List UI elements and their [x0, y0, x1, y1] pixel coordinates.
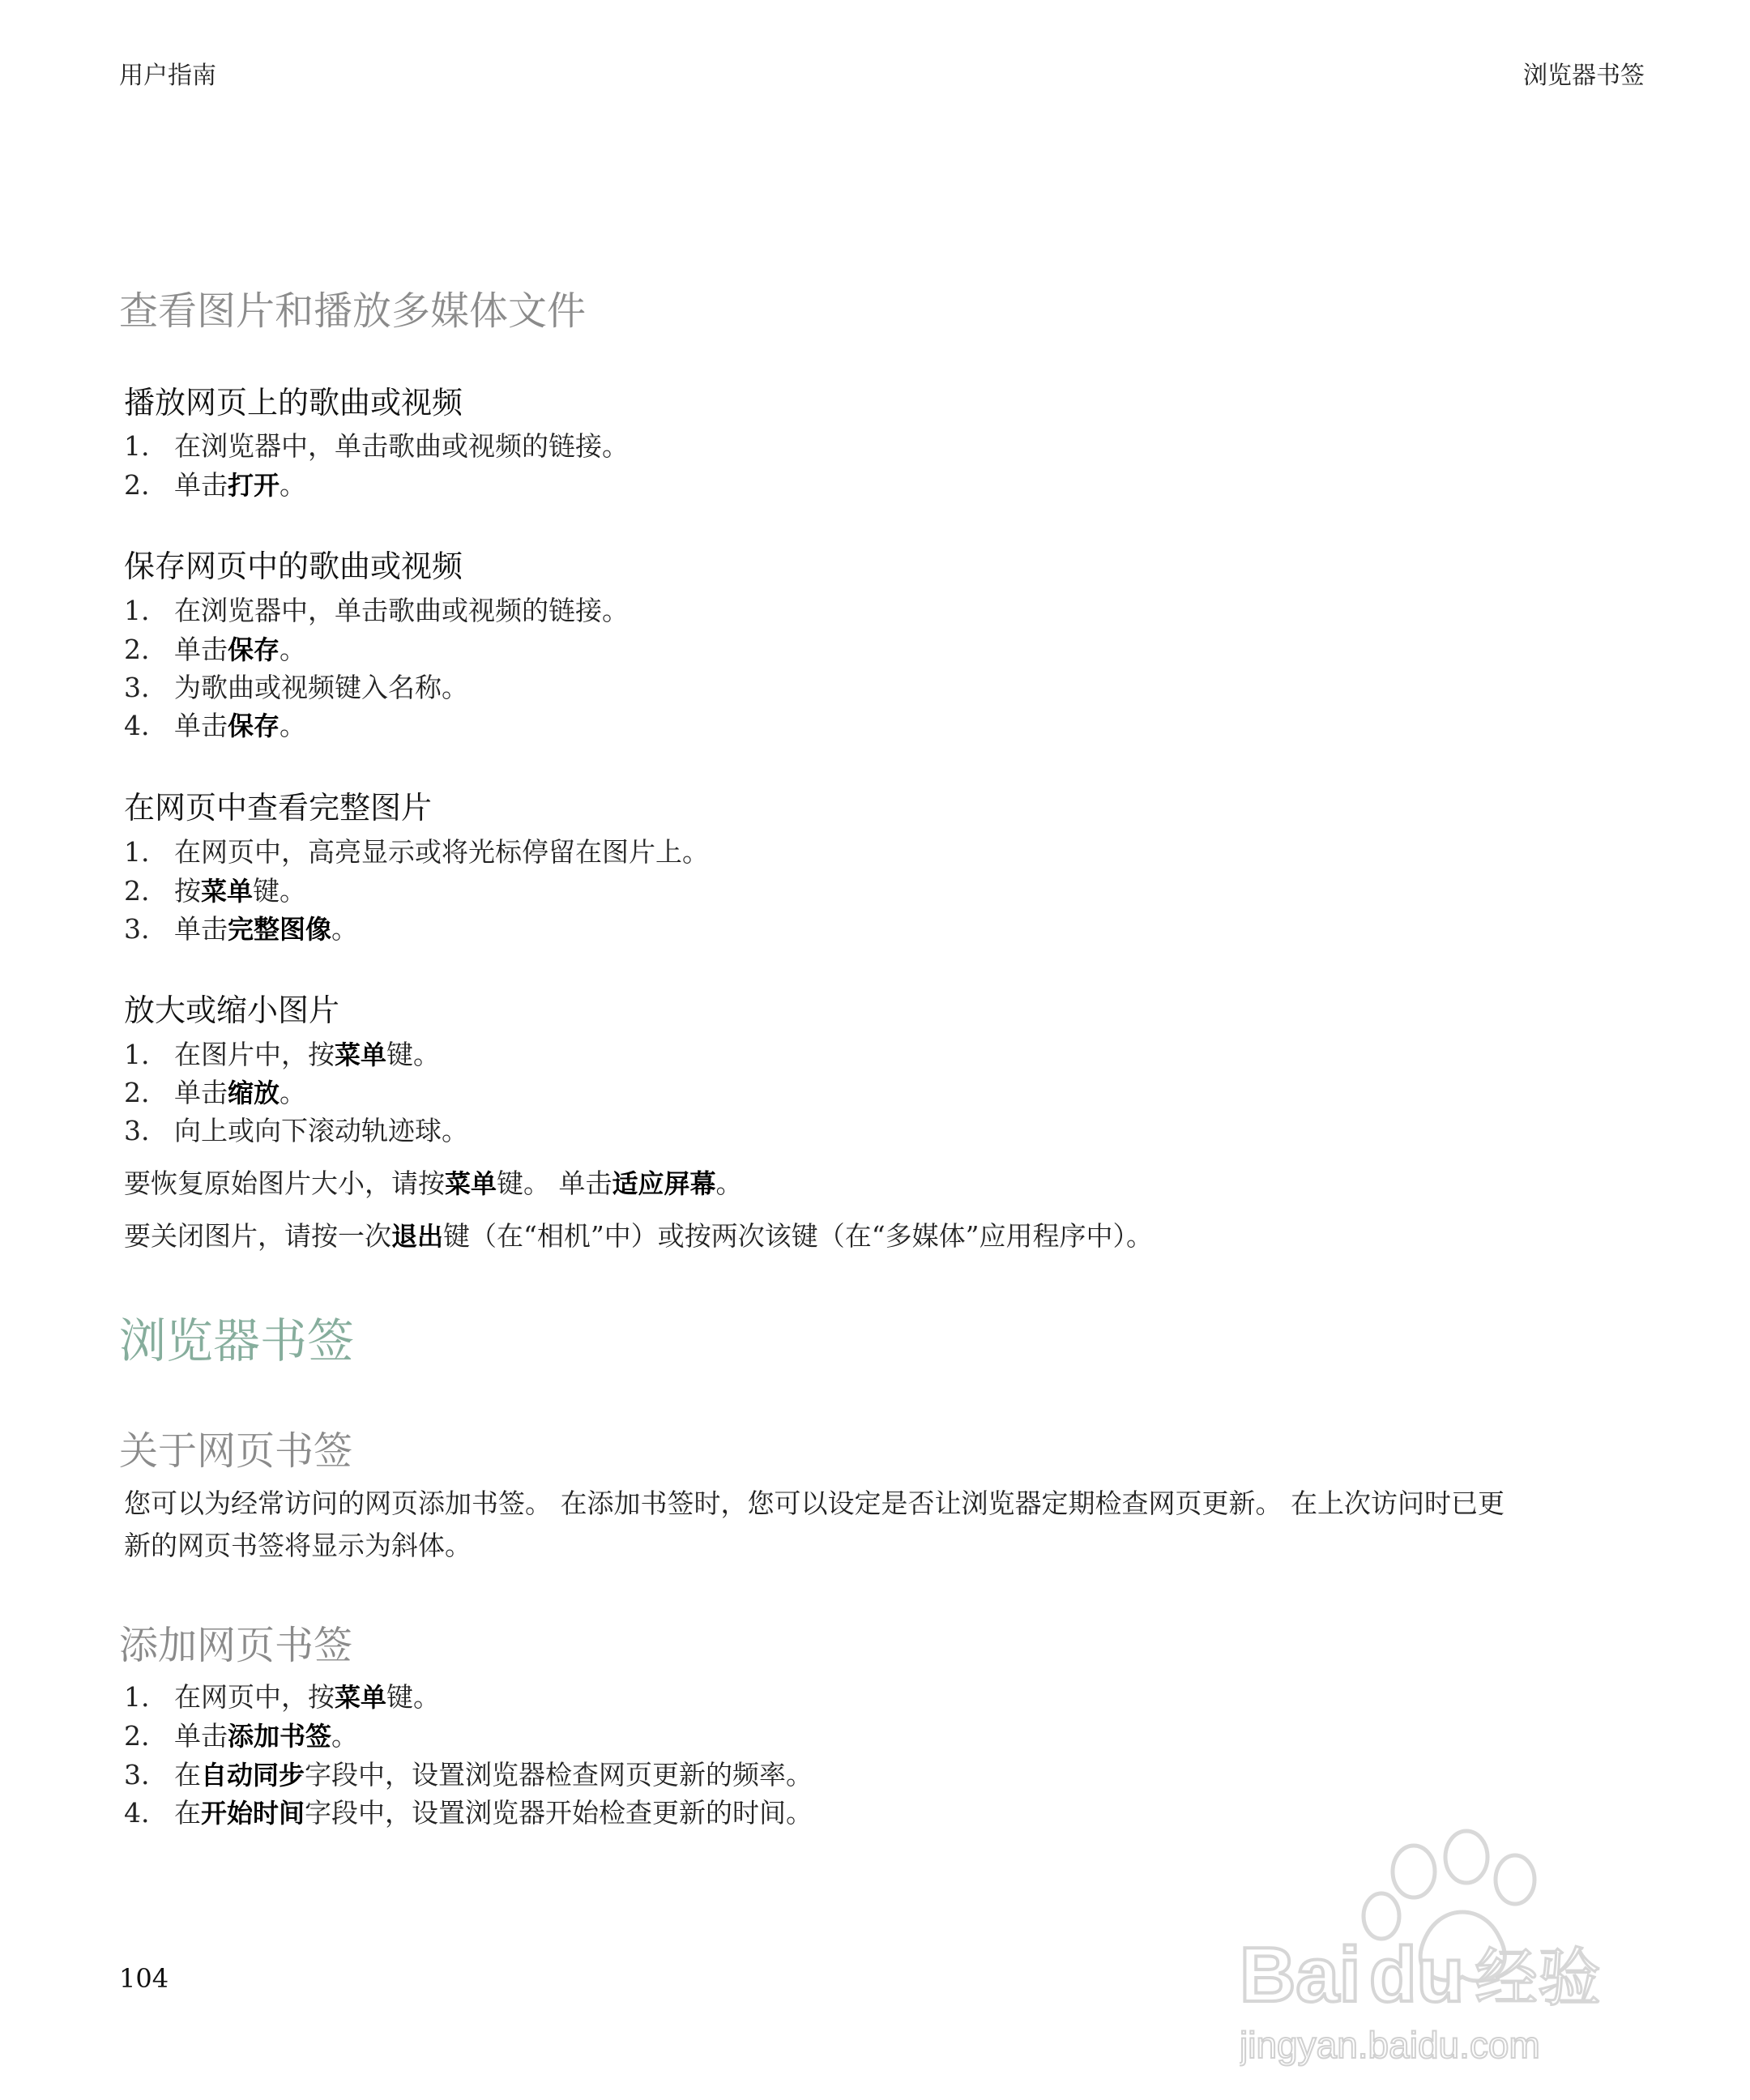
ui-term-escape: 退出	[391, 1221, 444, 1252]
section-title-about-bookmarks: 关于网页书签	[119, 1428, 353, 1474]
chapter-title-bookmarks: 浏览器书签	[119, 1313, 355, 1368]
step-number: 1.	[124, 595, 150, 626]
svg-text:du: du	[1369, 1931, 1465, 2018]
baidu-paw-logo-icon	[1240, 1815, 1661, 2082]
step-text-end: 键。	[386, 1039, 441, 1070]
step-item	[124, 425, 629, 463]
note-text: 键（在“相机”中）或按两次该键（在“多媒体”应用程序中）。	[443, 1220, 1153, 1252]
step-text-end: 。	[331, 1720, 359, 1752]
ui-term-start-time: 开始时间	[201, 1798, 305, 1829]
step-text: 单击	[174, 1720, 228, 1752]
step-item	[124, 1754, 813, 1792]
step-text-end: 。	[280, 710, 307, 741]
ui-term-menu: 菜单	[335, 1039, 387, 1070]
step-text: 在	[174, 1759, 201, 1791]
ui-term-menu: 菜单	[201, 876, 254, 907]
ui-term-add-bookmark: 添加书签	[228, 1721, 332, 1752]
step-text: 在网页中，按	[174, 1681, 335, 1713]
step-number: 3.	[124, 672, 150, 703]
ui-term-save: 保存	[228, 634, 280, 665]
ui-term-menu: 菜单	[335, 1682, 387, 1713]
note-text: 要关闭图片，请按一次	[124, 1220, 391, 1252]
note-restore-size	[124, 1163, 743, 1201]
step-text: 在网页中，高亮显示或将光标停留在图片上。	[174, 836, 709, 868]
ui-term-auto-sync: 自动同步	[201, 1760, 305, 1791]
step-number: 2.	[124, 1077, 150, 1108]
task-title-full-image: 在网页中查看完整图片	[124, 790, 433, 826]
step-text: 在	[174, 1797, 201, 1829]
section-title-add-bookmark: 添加网页书签	[119, 1623, 353, 1668]
ui-term-open: 打开	[228, 470, 280, 501]
ui-term-fit-screen: 适应屏幕	[612, 1168, 716, 1199]
baidu-watermark	[1240, 1815, 1661, 2082]
task-title-play-media: 播放网页上的歌曲或视频	[124, 385, 463, 420]
step-number: 1.	[124, 1681, 150, 1713]
step-item	[124, 464, 306, 502]
section-title-media: 查看图片和播放多媒体文件	[119, 288, 587, 334]
step-text-end: 字段中，设置浏览器检查网页更新的频率。	[305, 1759, 813, 1791]
step-item	[124, 1792, 813, 1830]
step-number: 4.	[124, 1797, 150, 1829]
step-text: 向上或向下滚动轨迹球。	[174, 1115, 468, 1146]
watermark-url-text: jingyan.baidu.com	[1240, 2024, 1540, 2066]
svg-text:Bai: Bai	[1240, 1931, 1361, 2018]
step-text: 单击	[174, 710, 228, 741]
step-item	[124, 831, 709, 869]
step-text-end: 。	[280, 634, 307, 665]
step-text: 为歌曲或视频键入名称。	[174, 672, 468, 703]
step-item	[124, 908, 358, 946]
step-text-end: 键。	[253, 875, 307, 907]
task-title-save-media: 保存网页中的歌曲或视频	[124, 548, 463, 584]
step-text-end: 键。	[386, 1681, 441, 1713]
step-number: 3.	[124, 1759, 150, 1791]
step-number: 3.	[124, 1115, 150, 1146]
step-number: 1.	[124, 1039, 150, 1070]
note-text: 键。 单击	[497, 1167, 612, 1199]
about-bookmarks-paragraph	[124, 1483, 1647, 1567]
step-item	[124, 1072, 306, 1110]
step-text-end: 。	[331, 913, 359, 945]
step-text: 单击	[174, 469, 228, 501]
step-item	[124, 667, 468, 705]
ui-term-menu: 菜单	[445, 1168, 497, 1199]
paragraph-line: 新的网页书签将显示为斜体。	[124, 1530, 472, 1561]
ui-term-zoom: 缩放	[228, 1078, 280, 1108]
step-item	[124, 629, 306, 667]
step-text: 按	[174, 875, 201, 907]
note-close-image	[124, 1215, 1153, 1253]
step-item	[124, 1034, 440, 1072]
ui-term-full-image: 完整图像	[228, 914, 332, 945]
step-text: 单击	[174, 634, 228, 665]
step-number: 3.	[124, 913, 150, 945]
step-number: 4.	[124, 710, 150, 741]
step-item	[124, 870, 306, 908]
step-text-end: 字段中，设置浏览器开始检查更新的时间。	[305, 1797, 813, 1829]
step-item	[124, 1676, 440, 1714]
step-number: 1.	[124, 430, 150, 462]
page-number: 104	[119, 1963, 169, 1994]
step-number: 1.	[124, 836, 150, 868]
running-header-left: 用户指南	[119, 62, 216, 90]
step-item	[124, 1715, 358, 1753]
watermark-cn-text: 经验	[1475, 1942, 1602, 2015]
step-text: 在浏览器中，单击歌曲或视频的链接。	[174, 430, 629, 462]
step-number: 2.	[124, 634, 150, 665]
ui-term-save: 保存	[228, 711, 280, 741]
step-item	[124, 705, 306, 743]
task-title-zoom-image: 放大或缩小图片	[124, 992, 340, 1028]
step-item	[124, 1110, 468, 1148]
step-text-end: 。	[280, 1077, 307, 1108]
note-text: 要恢复原始图片大小，请按	[124, 1167, 445, 1199]
running-header-right: 浏览器书签	[1523, 62, 1645, 90]
step-text: 在浏览器中，单击歌曲或视频的链接。	[174, 595, 629, 626]
step-text-end: 。	[280, 469, 307, 501]
step-text: 在图片中，按	[174, 1039, 335, 1070]
step-text: 单击	[174, 1077, 228, 1108]
step-number: 2.	[124, 875, 150, 907]
step-number: 2.	[124, 1720, 150, 1752]
note-text: 。	[715, 1167, 743, 1199]
step-item	[124, 590, 629, 628]
paragraph-line: 您可以为经常访问的网页添加书签。 在添加书签时，您可以设定是否让浏览器定期检查网页更新。 在上次访问时已更	[124, 1488, 1505, 1519]
step-number: 2.	[124, 469, 150, 501]
step-text: 单击	[174, 913, 228, 945]
